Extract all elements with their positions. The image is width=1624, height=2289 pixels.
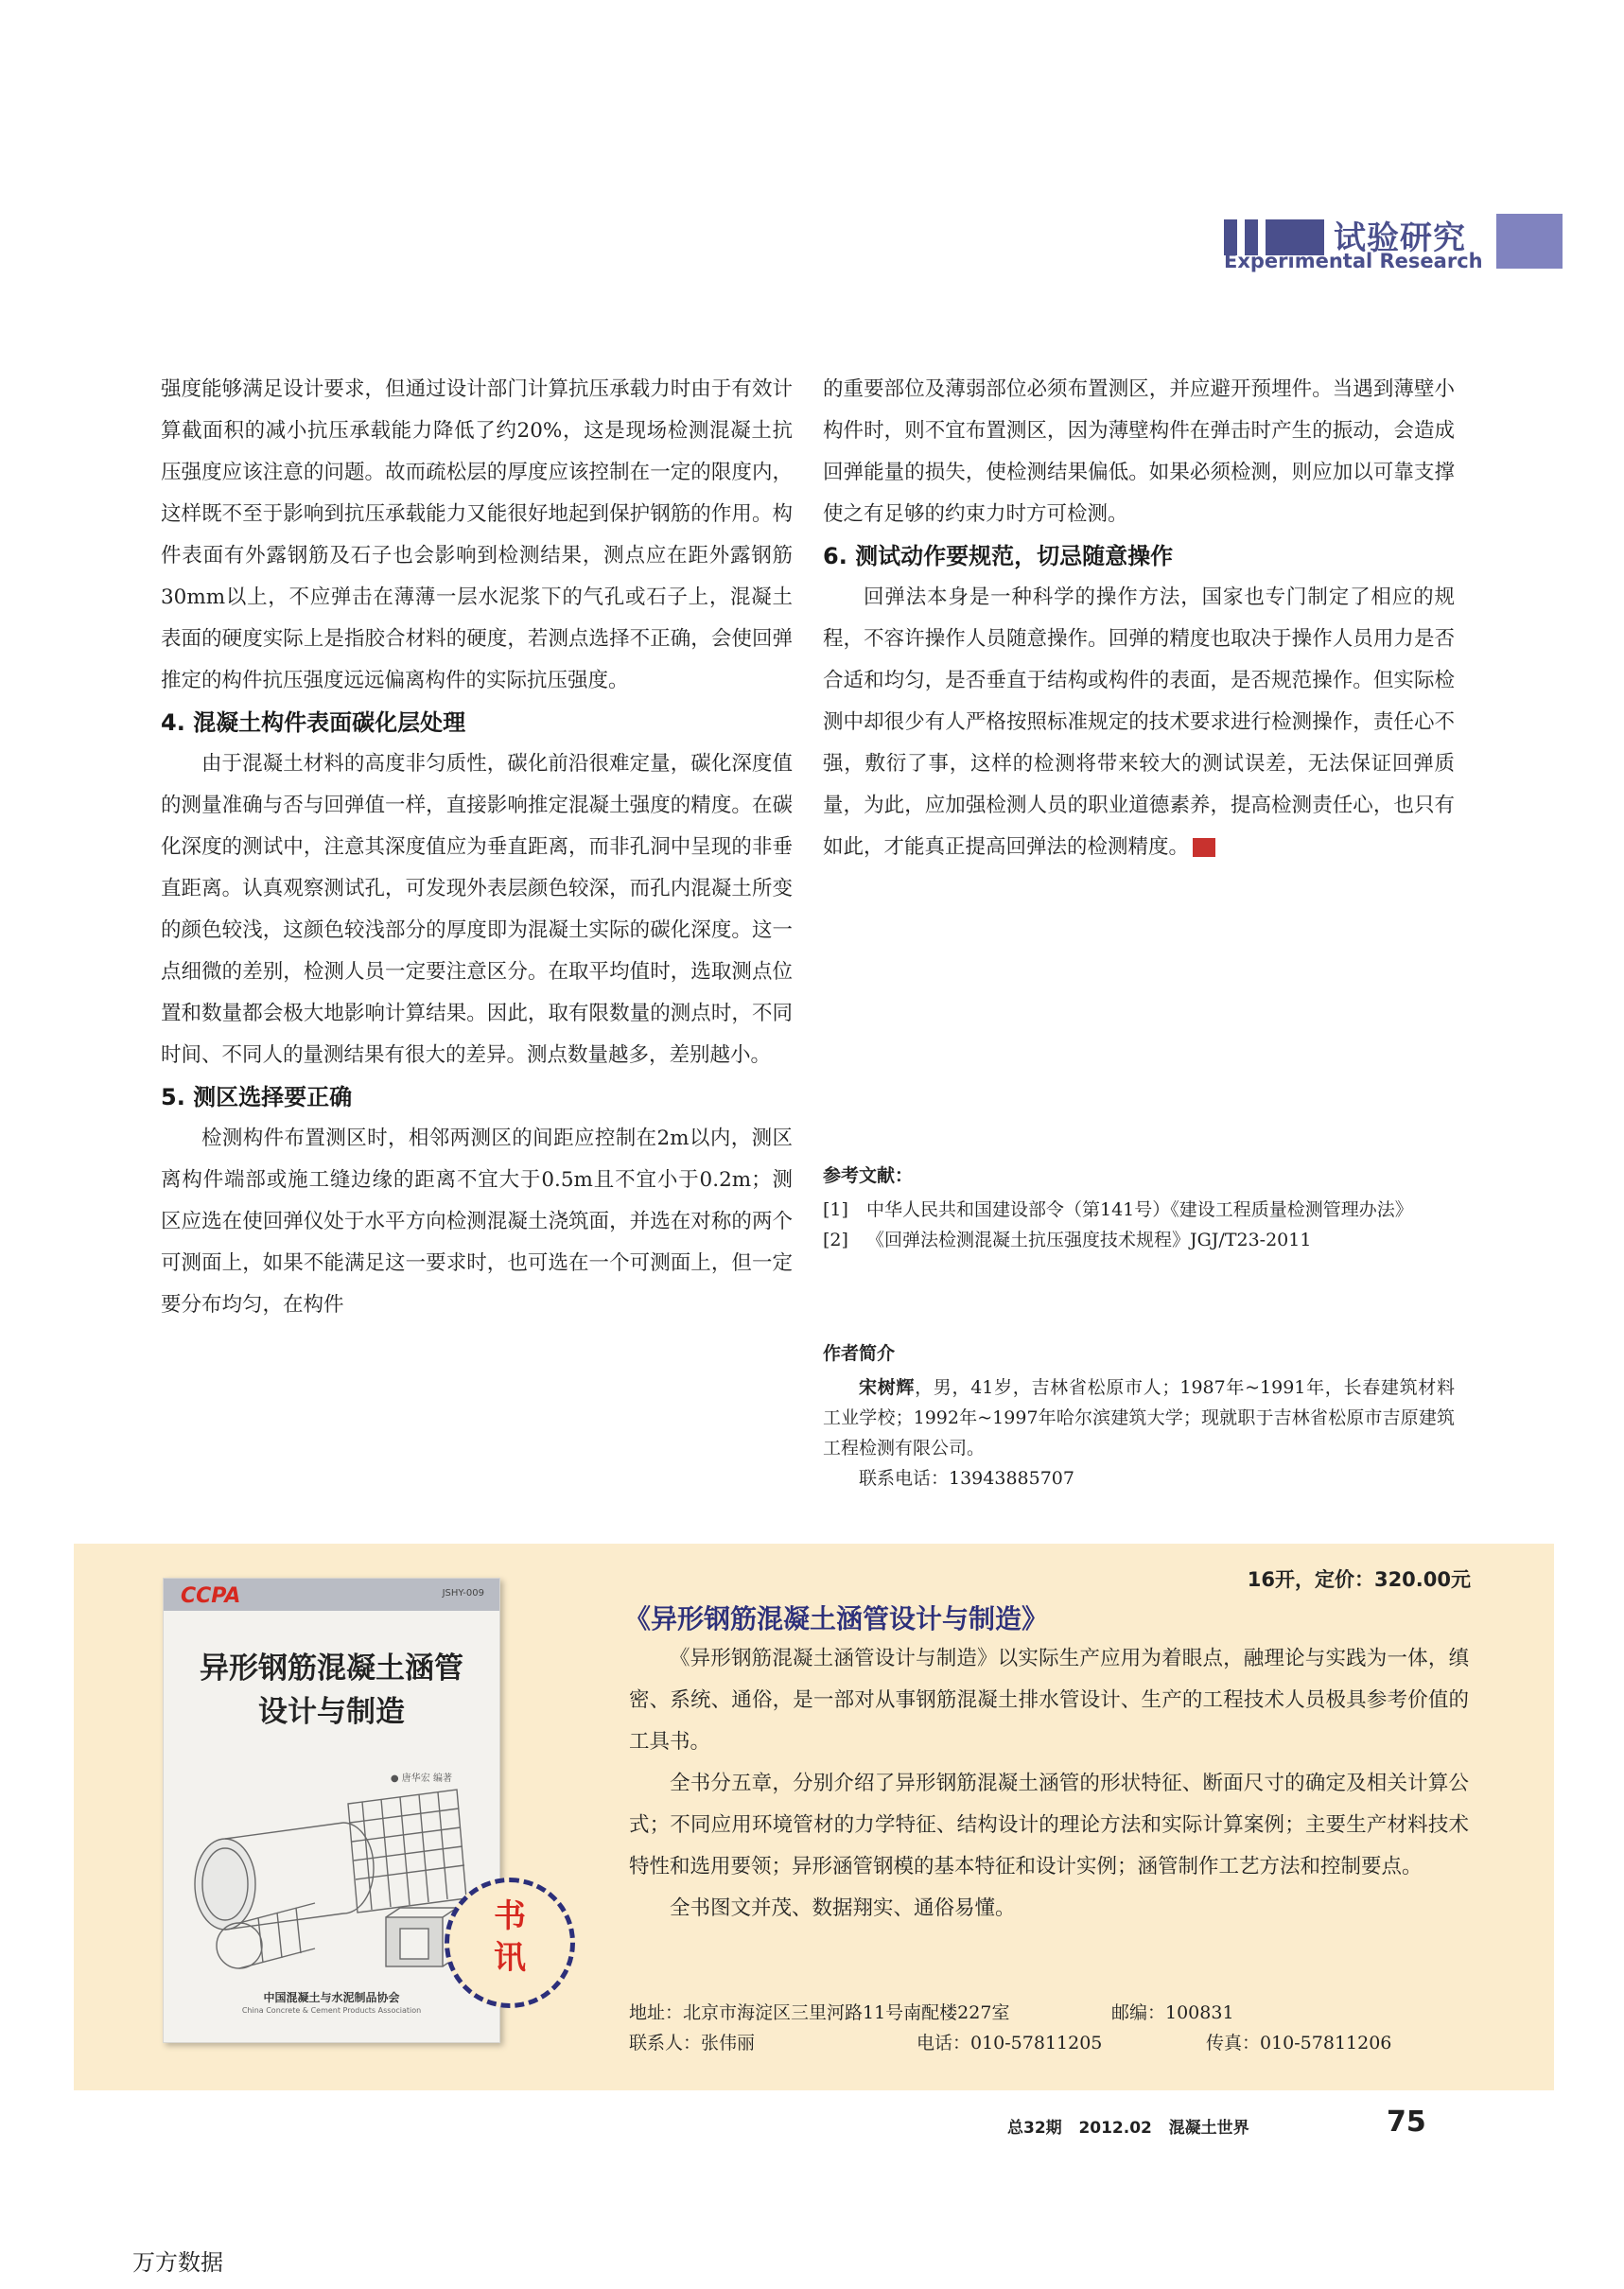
reference-text: 《回弹法检测混凝土抗压强度技术规程》JGJ/T23-2011	[866, 1230, 1312, 1250]
book-price: 16开，定价：320.00元	[1247, 1568, 1471, 1591]
ad-contact-person: 联系人：张伟丽	[629, 2033, 756, 2053]
ad-fax: 传真：010-57811206	[1206, 2033, 1392, 2053]
paragraph: 的重要部位及薄弱部位必须布置测区，并应避开预埋件。当遇到薄壁小构件时，则不宜布置测区，因为薄壁构件在弹击时产生的振动，会造成回弹能量的损失，使检测结果偏低。如果必须检测，则应加以可靠支撑使之有足够的约束力时方可检测。	[823, 377, 1455, 526]
reference-number: [1]	[823, 1199, 848, 1220]
section-heading: 5. 测区选择要正确	[161, 1084, 353, 1110]
article-end-icon: SC	[1193, 838, 1215, 857]
section-tag-block	[1496, 214, 1563, 269]
footer-journal: 混凝土世界	[1168, 2119, 1249, 2138]
book-title-line: 异形钢筋混凝土涵管	[200, 1651, 463, 1686]
references-label: 参考文献：	[823, 1165, 914, 1186]
badge-text: 书讯	[494, 1897, 526, 1977]
ad-paragraph: 《异形钢筋混凝土涵管设计与制造》以实际生产应用为着眼点，融理论与实践为一体，缜密、系统、通俗，是一部对从事钢筋混凝土排水管设计、生产的工程技术人员极具参考价值的工具书。	[629, 1647, 1469, 1754]
paragraph-with-end-mark	[823, 577, 1455, 868]
left-column	[161, 369, 793, 1326]
book-series-code: JSHY-009	[442, 1588, 484, 1599]
author-bio-text: ，男，41岁，吉林省松原市人；1987年~1991年，长春建筑材料工业学校；1992年~1997年哈尔滨建筑大学；现就职于吉林省松原市吉原建筑工程检测有限公司。	[823, 1377, 1455, 1459]
ad-paragraph: 全书图文并茂、数据翔实、通俗易懂。	[670, 1896, 1016, 1920]
author-phone: 联系电话：13943885707	[859, 1468, 1074, 1489]
ad-address: 地址：北京市海淀区三里河路11号南配楼227室	[629, 2002, 1010, 2023]
book-title-line: 设计与制造	[258, 1695, 405, 1729]
book-cover-title	[164, 1647, 499, 1734]
section-title: 试验研究	[1334, 219, 1466, 257]
reference-item	[823, 1195, 1455, 1225]
paragraph: 检测构件布置测区时，相邻两测区的间距应控制在2m以内，测区离构件端部或施工缝边缘的距离不宜大于0.5m且不宜小于0.2m；测区应选在使回弹仪处于水平方向检测混凝土浇筑面，并选在对称的两个可测面上，如果不能满足这一要求时，也可选在一个可测面上，但一定要分布均匀，在构件	[161, 1127, 793, 1317]
ad-postcode: 邮编：100831	[1111, 2002, 1234, 2023]
paragraph: 强度能够满足设计要求，但通过设计部门计算抗压承载力时由于有效计算截面积的减小抗压承载能力降低了约20%，这是现场检测混凝土抗压强度应该注意的问题。故而疏松层的厚度应该控制在一定的限度内，这样既不至于影响到抗压承载能力又能很好地起到保护钢筋的作用。构件表面有外露钢筋及石子也会影响到检测结果，测点应在距外露钢筋30mm以上，不应弹击在薄薄一层水泥浆下的气孔或石子上，混凝土表面的硬度实际上是指胶合材料的硬度，若测点选择不正确，会使回弹推定的构件抗压强度远远偏离构件的实际抗压强度。	[161, 377, 793, 692]
book-cover-author: ● 唐华宏 编著	[390, 1774, 452, 1784]
reference-item	[823, 1225, 1455, 1255]
section-subtitle: Experimental Research	[1224, 250, 1483, 272]
book-publisher-logo: CCPA	[181, 1584, 241, 1608]
reference-text: 中华人民共和国建设部令（第141号）《建设工程质量检测管理办法》	[866, 1199, 1413, 1220]
footer-issue: 总32期	[1007, 2119, 1062, 2138]
right-column	[823, 369, 1455, 868]
book-cover-publisher: 中国混凝土与水泥制品协会	[263, 1991, 400, 2004]
book-cover-publisher-en: China Concrete & Cement Products Association	[241, 2006, 422, 2015]
author-name: 宋树辉	[859, 1377, 916, 1398]
author-label: 作者简介	[823, 1343, 896, 1364]
section-heading: 6. 测试动作要规范，切忌随意操作	[823, 543, 1174, 569]
ad-contact-info	[629, 1998, 1469, 2058]
ad-phone: 电话：010-57811205	[917, 2033, 1103, 2053]
contact-row	[629, 1998, 1469, 2028]
author-profile	[823, 1338, 1455, 1494]
footer-date: 2012.02	[1078, 2119, 1152, 2138]
paragraph: 由于混凝土材料的高度非匀质性，碳化前沿很难定量，碳化深度值的测量准确与否与回弹值一样，直接影响推定混凝土强度的精度。在碳化深度的测试中，注意其深度值应为垂直距离，而非孔洞中呈现的非垂直距离。认真观察测试孔，可发现外表层颜色较深，而孔内混凝土所变的颜色较浅，这颜色较浅部分的厚度即为混凝土实际的碳化深度。这一点细微的差别，检测人员一定要注意区分。在取平均值时，选取测点位置和数量都会极大地影响计算结果。因此，取有限数量的测点时，不同时间、不同人的量测结果有很大的差异。测点数量越多，差别越小。	[161, 752, 793, 1067]
book-news-badge-label	[445, 1896, 575, 1979]
author-bio	[823, 1372, 1455, 1463]
references	[823, 1162, 1455, 1255]
page-footer	[1007, 2114, 1405, 2138]
section-heading: 4. 混凝土构件表面碳化层处理	[161, 709, 466, 736]
watermark: 万方数据	[132, 2249, 223, 2276]
book-title: 《异形钢筋混凝土涵管设计与制造》	[624, 1603, 1049, 1634]
contact-row	[629, 2028, 1469, 2058]
paragraph-text: 回弹法本身是一种科学的操作方法，国家也专门制定了相应的规程，不容许操作人员随意操作。回弹的精度也取决于操作人员用力是否合适和均匀，是否垂直于结构或构件的表面，是否规范操作。但实际检测中却很少有人严格按照标准规定的技术要求进行检测操作，责任心不强，敷衍了事，这样的检测将带来较大的测试误差，无法保证回弹质量，为此，应加强检测人员的职业道德素养，提高检测责任心，也只有如此，才能真正提高回弹法的检测精度。	[823, 585, 1455, 859]
book-description	[629, 1638, 1469, 1930]
reference-number: [2]	[823, 1230, 848, 1250]
ad-paragraph: 全书分五章，分别介绍了异形钢筋混凝土涵管的形状特征、断面尺寸的确定及相关计算公式；不同应用环境管材的力学特征、结构设计的理论方法和实际计算案例；主要生产材料技术特性和选用要领；异形涵管钢模的基本特征和设计实例；涵管制作工艺方法和控制要点。	[629, 1772, 1469, 1878]
culvert-illustration	[183, 1785, 480, 1974]
page-number: 75	[1387, 2106, 1426, 2139]
